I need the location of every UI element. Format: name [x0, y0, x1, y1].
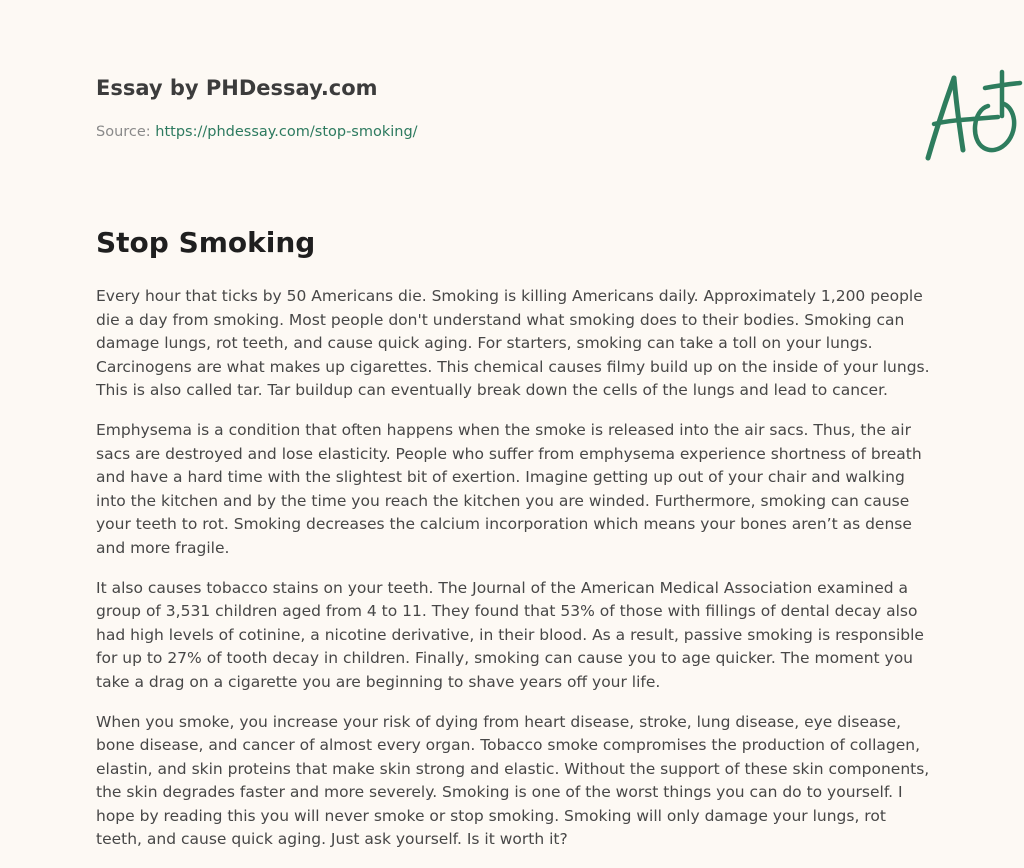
essay-paragraph: Emphysema is a condition that often happens when the smoke is released into the air sacs. Thus, the air sacs are destroyed and lose elasticity. People who suffer from emphysema experience shortness of breath and have a hard time with the slightest bit of exertion. Imagine getting up out of your chair and walking into the kitchen and by the time you reach the kitchen you are winded. Furthermore, smoking can cause your teeth to rot. Smoking decreases the calcium incorporation which means your bones aren’t as dense and more fragile. — [96, 420, 922, 557]
essay-paragraph: Every hour that ticks by 50 Americans die. Smoking is killing Americans daily. Approximately 1,200 people die a day from smoking. Most people don't understand what smoking does to their bodies. Smoking can damage lungs, rot teeth, and cause quick aging. For starters, smoking can take a toll on your lungs. Carcinogens are what makes up cigarettes. This chemical causes filmy build up on the inside of your lungs. This is also called tar. Tar buildup can eventually break down the cells of the lungs and lead to cancer. — [96, 287, 930, 400]
a-plus-grade-icon — [918, 68, 1024, 164]
source-line — [96, 124, 418, 140]
essay-paragraph: It also causes tobacco stains on your teeth. The Journal of the American Medical Association examined a group of 3,531 children aged from 4 to 11. They found that 53% of those with fillings of dental decay also had high levels of cotinine, a nicotine derivative, in their blood. As a result, passive smoking is responsible for up to 27% of tooth decay in children. Finally, smoking can cause you to age quicker. The moment you take a drag on a cigarette you are beginning to shave years off your life. — [96, 578, 924, 691]
source-link[interactable]: https://phdessay.com/stop-smoking/ — [155, 124, 418, 140]
essay-title: Stop Smoking — [96, 226, 316, 259]
source-label: Source: — [96, 124, 156, 140]
essay-body — [96, 285, 932, 868]
site-title: Essay by PHDessay.com — [96, 76, 378, 100]
essay-paragraph: When you smoke, you increase your risk of dying from heart disease, stroke, lung disease, eye disease, bone disease, and cancer of almost every organ. Tobacco smoke compromises the production of collagen, elastin, and skin proteins that make skin strong and elastic. Without the support of these skin components, the skin degrades faster and more severely. Smoking is one of the worst things you can do to yourself. I hope by reading this you will never smoke or stop smoking. Smoking will only damage your lungs, rot teeth, and cause quick aging. Just ask yourself. Is it worth it? — [96, 712, 930, 849]
